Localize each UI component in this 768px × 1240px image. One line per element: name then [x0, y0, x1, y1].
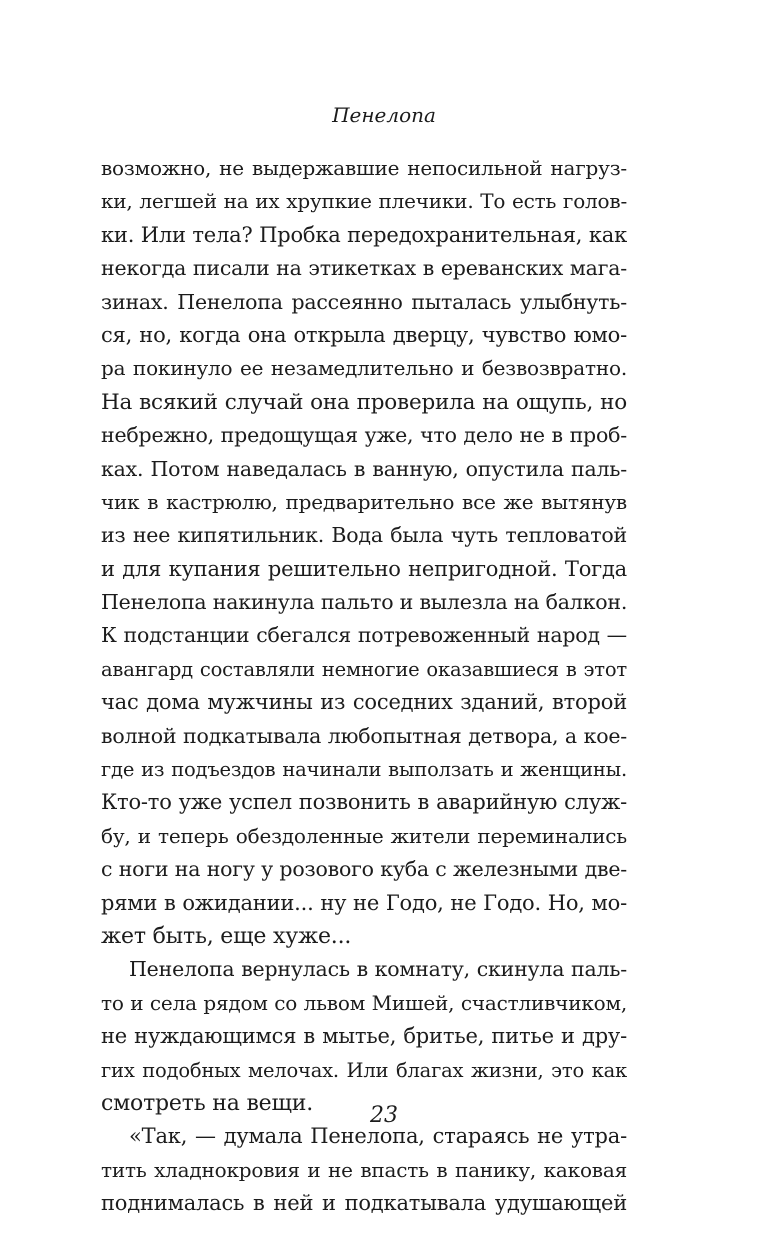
text-line: Кто-то уже успел позвонить в аварийную служ- — [101, 790, 627, 815]
running-head: Пенелопа — [332, 103, 436, 127]
text-line: зинах. Пенелопа рассеянно пыталась улыбнуть- — [101, 289, 627, 314]
text-line: Пенелопа накинула пальто и вылезла на балкон. — [101, 590, 628, 615]
text-line: возможно, не выдержавшие непосильной нагруз- — [101, 156, 627, 180]
text-line: бу, и теперь обездоленные жители переминались — [101, 823, 627, 848]
text-line: час дома мужчины из соседних зданий, второй — [101, 690, 627, 715]
text-line: поднималась в ней и подкатывала удушающей — [101, 1191, 627, 1216]
text-line: ки, легшей на их хрупкие плечики. То есть голов- — [101, 189, 627, 214]
text-line: чик в кастрюлю, предварительно все же вытянув — [101, 489, 627, 514]
paragraph-2 — [101, 953, 627, 1120]
text-line: К подстанции сбегался потревоженный народ — — [101, 623, 627, 648]
text-line: На всякий случай она проверила на ощупь, но — [101, 389, 627, 415]
text-line: рями в ожидании... ну не Годо, не Годо. Но, мо- — [101, 890, 627, 915]
paragraph-1 — [101, 152, 627, 953]
text-line: ра покинуло ее незамедлительно и безвозвратно. — [101, 356, 627, 381]
text-line: не нуждающимся в мытье, бритье, питье и дру- — [101, 1024, 627, 1049]
text-line: авангард составляли немногие оказавшиеся в этот — [101, 657, 627, 681]
text-line: Пенелопа вернулась в комнату, скинула паль- — [129, 957, 627, 982]
text-line: тить хладнокровия и не впасть в панику, каковая — [101, 1157, 627, 1182]
text-line: ки. Или тела? Пробка передохранительная, как — [101, 222, 627, 247]
paragraph-3 — [101, 1120, 627, 1220]
text-line: смотреть на вещи. — [101, 1090, 313, 1116]
text-line: с ноги на ногу у розового куба с железными две- — [101, 857, 627, 882]
text-line: жет быть, еще хуже... — [101, 923, 352, 949]
text-line: «Так, — думала Пенелопа, стараясь не утра- — [129, 1124, 627, 1149]
page-number: 23 — [370, 1103, 398, 1128]
text-line: и для купания решительно непригодной. Тогда — [101, 556, 627, 581]
text-line: волной подкатывала любопытная детвора, а кое- — [101, 723, 627, 748]
text-line: ся, но, когда она открыла дверцу, чувство юмо- — [101, 322, 627, 347]
text-line: небрежно, предощущая уже, что дело не в проб- — [101, 423, 627, 448]
text-line: ках. Потом наведалась в ванную, опустила паль- — [101, 456, 627, 481]
body-text — [101, 152, 627, 1221]
text-line: некогда писали на этикетках в ереванских мага- — [101, 256, 627, 281]
text-line: то и села рядом со львом Мишей, счастливчиком, — [101, 990, 627, 1015]
text-line: гих подобных мелочах. Или благах жизни, это как — [101, 1058, 627, 1082]
text-line: из нее кипятильник. Вода была чуть тепловатой — [101, 523, 627, 548]
text-line: где из подъездов начинали выползать и женщины. — [101, 758, 627, 782]
